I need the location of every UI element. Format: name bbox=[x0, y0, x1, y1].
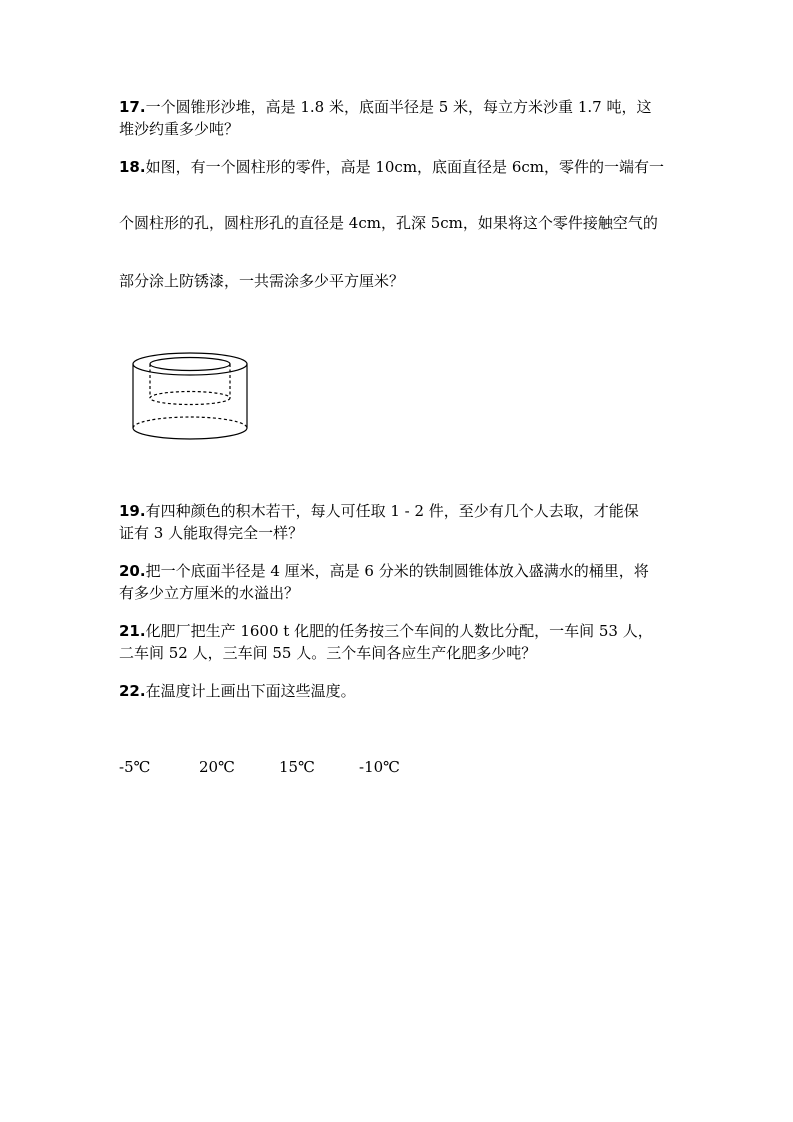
question-21-number: 21. bbox=[119, 622, 146, 640]
question-17 bbox=[119, 96, 674, 140]
temperature-item: -5℃ bbox=[119, 758, 151, 776]
question-20-line-1 bbox=[119, 560, 674, 582]
question-22 bbox=[119, 680, 674, 702]
question-20 bbox=[119, 560, 674, 604]
question-22-number: 22. bbox=[119, 682, 146, 700]
question-18-line-3: 部分涂上防锈漆，一共需涂多少平方厘米？ bbox=[119, 272, 405, 290]
question-19-text-1: 有四种颜色的积木若干，每人可任取 1 - 2 件，至少有几个人去取，才能保 bbox=[145, 502, 639, 520]
question-20-line-2: 有多少立方厘米的水溢出？ bbox=[119, 584, 300, 602]
question-18-line-2: 个圆柱形的孔，圆柱形孔的直径是 4cm，孔深 5cm，如果将这个零件接触空气的 bbox=[119, 214, 658, 232]
question-17-line-2: 堆沙约重多少吨？ bbox=[119, 120, 240, 138]
question-20-number: 20. bbox=[119, 562, 146, 580]
question-22-line-1 bbox=[119, 680, 674, 702]
question-20-text-1: 把一个底面半径是 4 厘米，高是 6 分米的铁制圆锥体放入盛满水的桶里，将 bbox=[145, 562, 649, 580]
question-19-number: 19. bbox=[119, 502, 146, 520]
question-17-line-1 bbox=[119, 96, 674, 118]
temperature-list bbox=[119, 756, 539, 780]
question-18-number: 18. bbox=[119, 158, 146, 176]
question-17-number: 17. bbox=[119, 98, 146, 116]
cylinder-part-figure bbox=[128, 350, 252, 442]
outer-bottom-front bbox=[133, 428, 247, 439]
question-21-line-1 bbox=[119, 620, 674, 642]
question-19 bbox=[119, 500, 674, 544]
question-18-text-1: 如图，有一个圆柱形的零件，高是 10cm，底面直径是 6cm，零件的一端有一 bbox=[145, 158, 664, 176]
question-19-line-1 bbox=[119, 500, 674, 522]
question-18-line-1 bbox=[119, 156, 674, 178]
question-17-text-1: 一个圆锥形沙堆，高是 1.8 米，底面半径是 5 米，每立方米沙重 1.7 吨，这 bbox=[145, 98, 652, 116]
outer-bottom-back bbox=[133, 417, 247, 428]
temperature-item: -10℃ bbox=[359, 758, 400, 776]
hole-bottom-ellipse bbox=[150, 392, 230, 405]
question-21 bbox=[119, 620, 674, 664]
temperature-item: 20℃ bbox=[199, 758, 235, 776]
question-21-line-2: 二车间 52 人，三车间 55 人。三个车间各应生产化肥多少吨？ bbox=[119, 644, 537, 662]
temperature-item: 15℃ bbox=[279, 758, 315, 776]
question-19-line-2: 证有 3 人能取得完全一样？ bbox=[119, 524, 304, 542]
question-22-text-1: 在温度计上画出下面这些温度。 bbox=[145, 682, 356, 700]
question-21-text-1: 化肥厂把生产 1600 t 化肥的任务按三个车间的人数比分配，一车间 53 人， bbox=[145, 622, 653, 640]
hole-top-ellipse bbox=[150, 358, 230, 371]
